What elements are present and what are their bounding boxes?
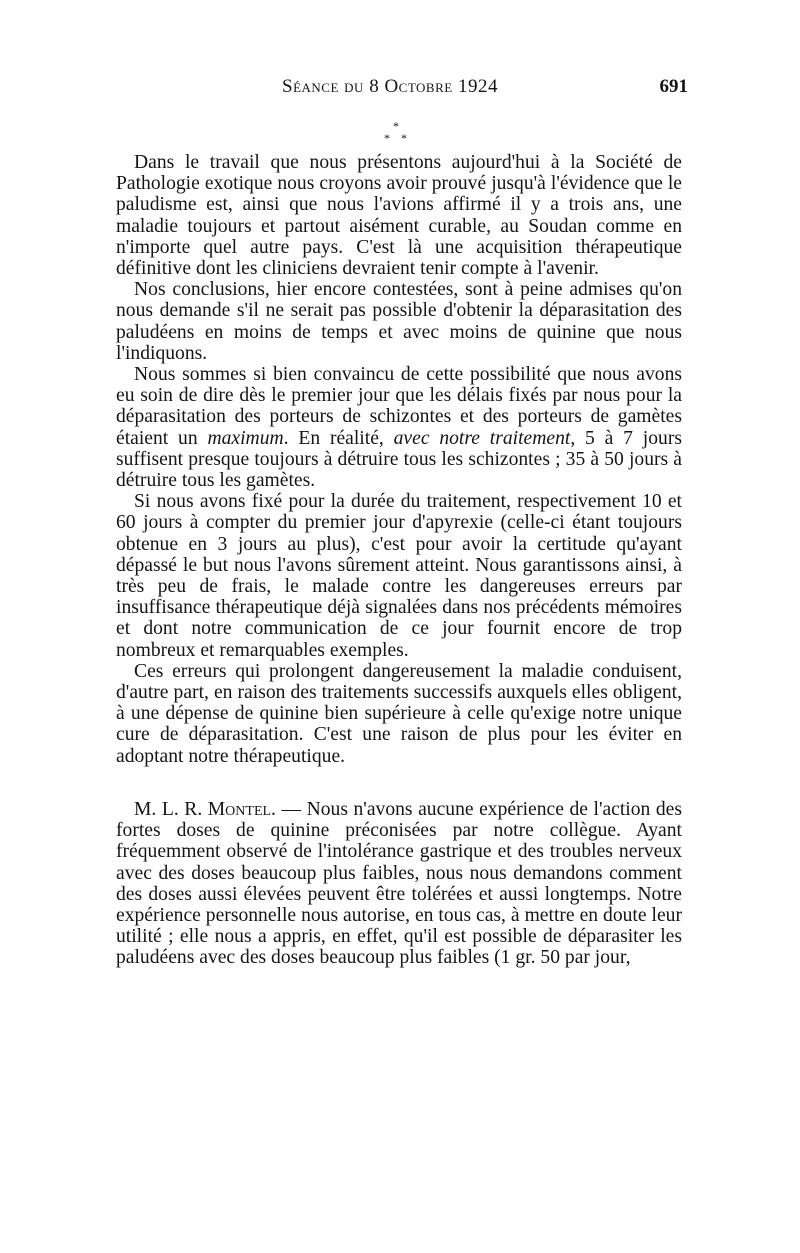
paragraph-2: Nos conclusions, hier encore contestées, sont à peine admises qu'on nous demande s'il ne serait pas possible d'obtenir la déparasitation des paludéens en moins de temps et avec moins de quinine que nous l'indiquons.: [116, 279, 682, 364]
asterism-bottom: * *: [384, 131, 411, 145]
paragraph-4: Si nous avons fixé pour la durée du traitement, respectivement 10 et 60 jours à compter du premier jour d'apyrexie (celle-ci étant toujours obtenue en 3 jours au plus), c'est pour avoir la certitude qu'ayant dépassé le but nous l'avons sûrement atteint. Nous garantissons ainsi, à très peu de frais, le malade contre les dangereuses erreurs par insuffisance thérapeutique déjà signalées dans nos précédents mémoires et dont notre communication de ce jour fournit encore de trop nombreux et remarquables exemples.: [116, 491, 682, 661]
running-title-year: 1924: [457, 76, 498, 97]
paragraph-3-part-b: . En réalité,: [283, 427, 394, 449]
paragraph-6-text: — Nous n'avons aucune expérience de l'action des fortes doses de quinine préconisées par notre collègue. Ayant fréquemment observé de l'intolérance gastrique et des troubles nerveux avec des doses beaucoup plus faibles, nous nous demandons comment des doses aussi élevées peuvent être tolérées et aussi longtemps. Notre expérience personnelle nous autorise, en tous cas, à mettre en doute leur utilité ; elle nous a appris, en effet, qu'il est possible de déparasiter les paludéens avec des doses beaucoup plus faibles (1 gr. 50 par jour,: [116, 798, 682, 969]
asterism-top: *: [393, 119, 399, 133]
speaker-name: M. L. R. Montel.: [134, 798, 276, 820]
paragraph-3-emphasis-maximum: maximum: [207, 427, 284, 449]
paragraph-3-part-a: Nous sommes si bien convaincu de cette possibilité que nous avons eu soin de dire dès le premier jour que les délais fixés par nous pour la déparasitation des porteurs de schizontes et des porteurs de gamètes étaient un: [116, 364, 682, 449]
paragraph-6: [116, 799, 682, 969]
running-title-prefix: Séance du: [282, 76, 364, 97]
book-page: [116, 72, 688, 969]
paragraph-3: [116, 364, 682, 491]
running-title-day: 8: [369, 76, 380, 97]
page-number: 691: [659, 76, 688, 97]
running-head: [116, 72, 688, 108]
body-text: [116, 152, 682, 969]
paragraph-3-part-c: , 5 à 7 jours suffisent presque toujours à détruire tous les schizontes ; 35 à 50 jours à détruire tous les gamètes.: [116, 427, 682, 492]
section-gap: [116, 767, 682, 799]
paragraph-3-emphasis-traitement: avec notre traitement: [393, 427, 571, 449]
paragraph-1: Dans le travail que nous présentons aujourd'hui à la Société de Pathologie exotique nous croyons avoir prouvé jusqu'à l'évidence que le paludisme est, ainsi que nous l'avions affirmé il y a trois ans, une maladie toujours et partout aisément curable, au Soudan comme en n'importe quel autre pays. C'est là une acquisition thérapeutique définitive dont les cliniciens devraient tenir compte à l'avenir.: [116, 152, 682, 280]
asterism-separator: [116, 108, 682, 152]
running-title-month: Octobre: [384, 76, 453, 97]
running-title: [282, 76, 498, 98]
paragraph-5: Ces erreurs qui prolongent dangereusement la maladie conduisent, d'autre part, en raison des traitements successifs auxquels elles obligent, à une dépense de quinine bien supérieure à celle qu'exige notre unique cure de déparasitation. C'est une raison de plus pour les éviter en adoptant notre thérapeutique.: [116, 660, 682, 767]
